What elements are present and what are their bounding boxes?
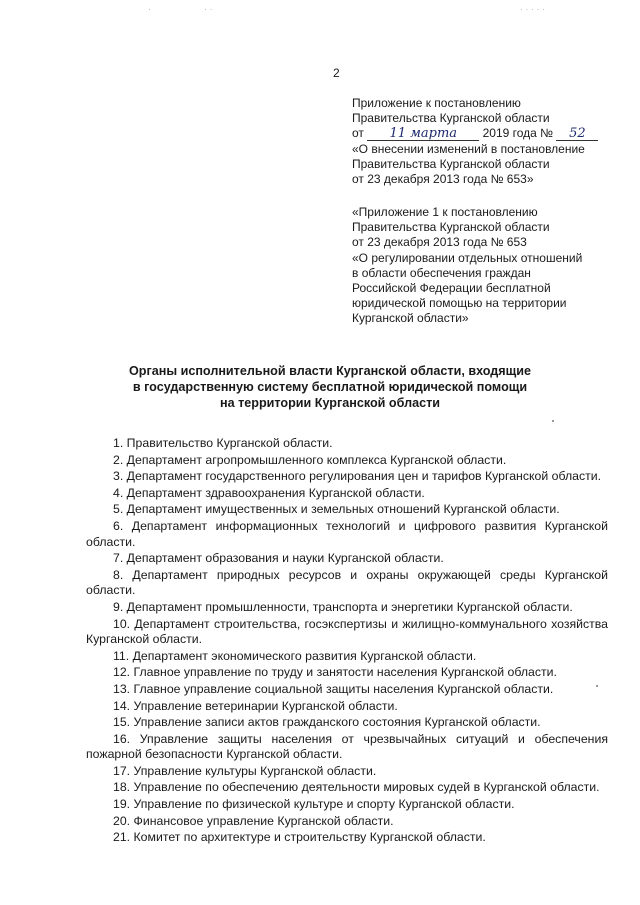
agency-item: 20. Финансовое управление Курганской области.	[113, 813, 394, 828]
appendix-1-line: «Приложение 1 к постановлению	[352, 205, 538, 219]
appendix-1-line: Курганской области»	[352, 311, 469, 326]
agency-item: 6. Департамент информационных технологий и цифрового развития Курганской области.	[86, 518, 608, 549]
agency-item: 9. Департамент промышленности, транспорта и энергетики Курганской области.	[113, 599, 573, 614]
title-line: в государственную систему бесплатной юридической помощи	[132, 380, 528, 394]
scan-artifact: ·	[148, 4, 151, 14]
appendix-1-header	[352, 205, 622, 327]
appendix-1-line: Российской Федерации бесплатной	[352, 281, 551, 296]
agency-item: 21. Комитет по архитектуре и строительству Курганской области.	[113, 830, 486, 845]
agency-item: 13. Главное управление социальной защиты населения Курганской области.	[113, 681, 554, 696]
appendix-line: Правительства Курганской области	[352, 156, 550, 171]
agency-item: 16. Управление защиты населения от чрезвычайных ситуаций и обеспечения пожарной безопасности Курганской области.	[86, 731, 608, 762]
agency-item: 7. Департамент образования и науки Курганской области.	[113, 551, 444, 566]
pen-dot	[552, 420, 554, 422]
agency-list	[86, 436, 608, 847]
year-text: 2019 года №	[482, 126, 554, 141]
appendix-line: от 23 декабря 2013 года № 653»	[352, 172, 534, 187]
pen-dot	[596, 685, 598, 687]
appendix-1-line: Правительства Курганской области	[352, 220, 550, 235]
page-number: 2	[333, 66, 340, 80]
scan-artifact: · · · · ·	[520, 4, 545, 14]
appendix-date-line	[352, 126, 622, 141]
agency-item: 2. Департамент агропромышленного комплекса Курганской области.	[113, 452, 507, 467]
scan-artifact: · ·	[204, 4, 213, 14]
agency-item: 14. Управление ветеринарии Курганской области.	[113, 698, 398, 713]
handwritten-date: 11 марта	[367, 128, 479, 141]
appendix-1-line: в области обеспечения граждан	[352, 265, 531, 280]
agency-item: 8. Департамент природных ресурсов и охраны окружающей среды Курганской области.	[86, 567, 608, 598]
agency-item: 5. Департамент имущественных и земельных отношений Курганской области.	[113, 502, 560, 517]
agency-item: 3. Департамент государственного регулирования цен и тарифов Курганской области.	[113, 469, 602, 484]
agency-item: 11. Департамент экономического развития Курганской области.	[113, 648, 477, 663]
agency-item: 18. Управление по обеспечению деятельности мировых судей в Курганской области.	[113, 780, 600, 795]
title-line: Органы исполнительной власти Курганской области, входящие	[128, 364, 532, 378]
appendix-header	[352, 96, 622, 187]
appendix-line: Правительства Курганской области	[352, 111, 550, 126]
appendix-1-line: юридической помощью на территории	[352, 296, 567, 311]
agency-item: 19. Управление по физической культуре и спорту Курганской области.	[113, 797, 515, 812]
agency-item: 10. Департамент строительства, госэкспертизы и жилищно-коммунального хозяйства Курганской области.	[86, 616, 608, 647]
document-title	[100, 363, 560, 411]
agency-item: 12. Главное управление по труду и занятости населения Курганской области.	[113, 665, 557, 680]
agency-item: 1. Правительство Курганской области.	[113, 436, 333, 450]
appendix-1-line: «О регулировании отдельных отношений	[352, 250, 583, 265]
agency-item: 17. Управление культуры Курганской области.	[113, 763, 377, 778]
appendix-line: Приложение к постановлению	[352, 96, 521, 110]
appendix-1-line: от 23 декабря 2013 года № 653	[352, 235, 527, 250]
date-prefix: от	[352, 126, 364, 141]
title-line: на территории Курганской области	[219, 396, 440, 410]
handwritten-number: 52	[556, 128, 598, 141]
agency-item: 4. Департамент здравоохранения Курганской области.	[113, 485, 425, 500]
appendix-line: «О внесении изменений в постановление	[352, 141, 585, 156]
agency-item: 15. Управление записи актов гражданского состояния Курганской области.	[113, 715, 541, 730]
